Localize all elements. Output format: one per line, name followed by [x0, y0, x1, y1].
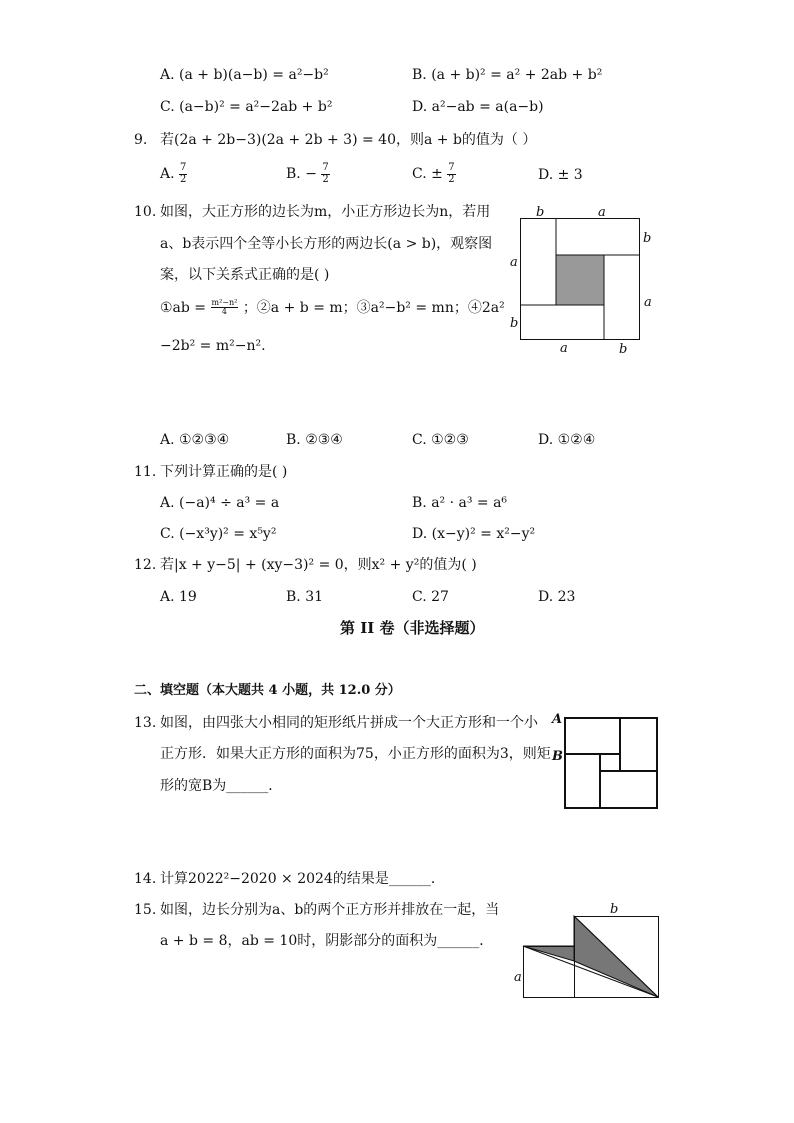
- q15-figure: [523, 916, 659, 998]
- q10-fraction-denominator: 4: [221, 307, 227, 317]
- q10-label-right-b: b: [643, 231, 652, 246]
- q10-option-c: C. ①②③: [412, 432, 469, 448]
- q9-option-b: [286, 163, 330, 185]
- q9-option-a: [160, 163, 187, 185]
- q15-label-a: a: [514, 970, 522, 985]
- q15-label-b: b: [610, 902, 619, 917]
- q10-line-1: 如图，大正方形的边长为m，小正方形边长为n，若用: [160, 204, 491, 220]
- q10-option-b: B. ②③④: [286, 432, 343, 448]
- q10-line-4-pre: ①ab =: [160, 299, 207, 316]
- q9-option-a-numerator: 7: [180, 162, 187, 173]
- q13-label-b: B: [552, 749, 563, 764]
- q15-line-2: a + b = 8，ab = 10时，阴影部分的面积为______．: [160, 933, 494, 949]
- q12-number: 12.: [134, 557, 157, 573]
- q8-option-b: B. (a + b)² = a² + 2ab + b²: [412, 67, 603, 83]
- q10-label-top-a: a: [598, 205, 606, 220]
- part-2-title: 第 II 卷（非选择题）: [340, 619, 485, 637]
- q9-stem: 若(2a + 2b−3)(2a + 2b + 3) = 40，则a + b的值为（ ）: [160, 132, 537, 148]
- q10-label-bottom-b: b: [619, 342, 628, 357]
- q10-small-square-shaded: [556, 255, 604, 305]
- q11-stem: 下列计算正确的是( ): [160, 464, 288, 480]
- q15-line-1: 如图，边长分别为a、b的两个正方形并排放在一起，当: [160, 902, 500, 918]
- q10-label-right-a: a: [644, 295, 652, 310]
- q12-option-c: C. 27: [412, 589, 449, 605]
- q10-label-bottom-a: a: [560, 341, 568, 356]
- q10-figure: [520, 218, 640, 340]
- q14-number: 14.: [134, 871, 157, 887]
- q10-number: 10.: [134, 204, 157, 220]
- q10-fraction-numerator: m²−n²: [211, 298, 238, 307]
- q15-number: 15.: [134, 902, 157, 918]
- q9-option-b-fraction: [321, 163, 329, 185]
- q11-option-c: C. (−x³y)² = x⁵y²: [160, 526, 277, 542]
- q13-line-3: 形的宽B为______．: [160, 778, 283, 794]
- q12-option-d: D. 23: [538, 589, 576, 605]
- q9-option-b-label: B. −: [286, 166, 317, 182]
- q9-option-a-fraction: [179, 163, 187, 185]
- q13-label-a: A: [552, 712, 563, 727]
- q10-line-4-post: ；②a + b = m；③a²−b² = mn；④2a²: [242, 299, 505, 316]
- section-2-title: 二、填空题（本大题共 4 小题，共 12.0 分）: [134, 683, 401, 698]
- q15-shaded-triangle-left: [523, 946, 574, 961]
- q9-option-c-label: C. ±: [412, 166, 443, 182]
- q8-option-a: A. (a + b)(a−b) = a²−b²: [160, 67, 329, 83]
- q9-option-a-denominator: 2: [180, 173, 187, 185]
- q10-label-left-b: b: [510, 316, 519, 331]
- q10-option-a: A. ①②③④: [160, 432, 230, 448]
- q8-option-d: D. a²−ab = a(a−b): [412, 99, 544, 115]
- q10-option-d: D. ①②④: [538, 432, 596, 448]
- q10-line-4-fraction: [211, 299, 239, 317]
- q9-option-c-denominator: 2: [448, 173, 455, 185]
- q9-option-b-numerator: 7: [322, 162, 329, 173]
- q8-option-c: C. (a−b)² = a²−2ab + b²: [160, 99, 333, 115]
- q11-option-b: B. a² · a³ = a⁶: [412, 495, 508, 511]
- q13-figure: [564, 717, 658, 809]
- q9-option-b-denominator: 2: [322, 173, 329, 185]
- q9-option-c: [412, 163, 456, 185]
- q13-outer-square: [565, 718, 657, 808]
- q14-stem: 计算2022²−2020 × 2024的结果是______．: [160, 871, 445, 887]
- q12-option-b: B. 31: [286, 589, 324, 605]
- q9-option-c-numerator: 7: [448, 162, 455, 173]
- q10-line-2: a、b表示四个全等小长方形的两边长(a > b)，观察图: [160, 236, 493, 252]
- q10-line-5: −2b² = m²−n².: [160, 338, 266, 354]
- q11-number: 11.: [134, 464, 157, 480]
- q13-line-1: 如图，由四张大小相同的矩形纸片拼成一个大正方形和一个小: [160, 715, 538, 731]
- q9-number: 9.: [134, 132, 148, 148]
- q12-option-a: A. 19: [160, 589, 197, 605]
- q9-option-d: D. ± 3: [538, 167, 583, 183]
- q10-label-top-b: b: [536, 205, 545, 220]
- q11-option-d: D. (x−y)² = x²−y²: [412, 526, 536, 542]
- q10-line-4: [160, 299, 505, 317]
- q13-line-2: 正方形．如果大正方形的面积为75，小正方形的面积为3，则矩: [160, 746, 551, 762]
- q11-option-a: A. (−a)⁴ ÷ a³ = a: [160, 495, 280, 511]
- q10-line-3: 案，以下关系式正确的是( ): [160, 267, 330, 283]
- q9-option-c-fraction: [447, 163, 455, 185]
- q12-stem: 若|x + y−5| + (xy−3)² = 0，则x² + y²的值为( ): [160, 557, 477, 573]
- q9-option-a-label: A.: [160, 166, 175, 182]
- q13-number: 13.: [134, 715, 157, 731]
- q10-label-left-a: a: [510, 255, 518, 270]
